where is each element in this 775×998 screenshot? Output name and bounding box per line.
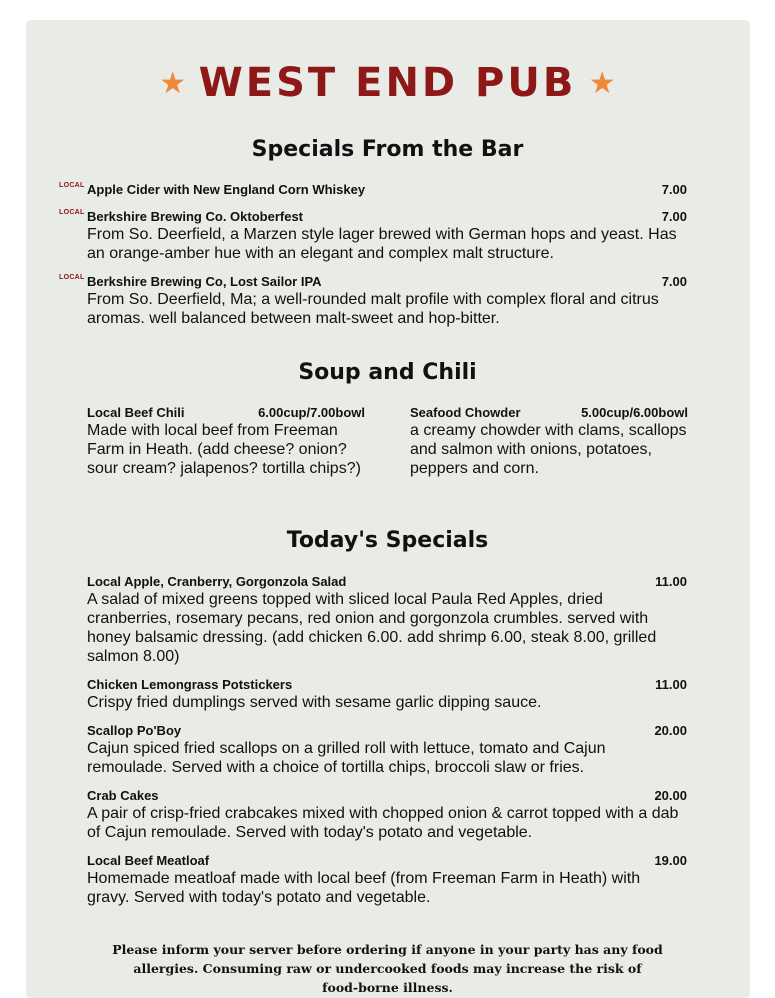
allergy-notice-line: allergies. Consuming raw or undercooked foods may increase the risk of (133, 961, 642, 976)
allergy-notice-line: food-borne illness. (322, 980, 453, 995)
menu-item (87, 852, 687, 907)
item-name: Chicken Lemongrass Potstickers (87, 677, 293, 692)
item-description: Cajun spiced fried scallops on a grilled roll with lettuce, tomato and Cajun remoulade. Served with a choice of tortilla chips, broccoli slaw or fries. (87, 740, 606, 776)
menu-item (59, 208, 687, 263)
item-price: 7.00 (661, 182, 687, 197)
allergy-notice-line: Please inform your server before ordering if anyone in your party has any food (112, 942, 663, 957)
section-title-soup: Soup and Chili (298, 360, 477, 385)
item-price: 7.00 (661, 209, 687, 224)
item-name: Scallop Po'Boy (87, 723, 182, 738)
menu-item (87, 404, 365, 478)
item-name: Berkshire Brewing Co, Lost Sailor IPA (87, 274, 322, 289)
menu-paper (28, 22, 748, 996)
item-description: a creamy chowder with clams, scallops and salmon with onions, potatoes, peppers and corn. (410, 422, 687, 477)
item-description: Made with local beef from Freeman Farm in Heath. (add cheese? onion? sour cream? jalapenos? tortilla chips?) (87, 422, 361, 477)
local-badge: LOCAL (59, 182, 85, 189)
menu-item (87, 676, 687, 712)
item-description: From So. Deerfield, a Marzen style lager brewed with German hops and yeast. Has an orange-amber hue with an elegant and complex malt structure. (87, 226, 677, 262)
pub-title: WEST END PUB (198, 60, 577, 106)
menu-item (87, 787, 687, 842)
item-price: 20.00 (654, 788, 687, 803)
star-left-icon: ★ (159, 66, 187, 100)
section-title-bar: Specials From the Bar (251, 137, 524, 162)
item-name: Local Apple, Cranberry, Gorgonzola Salad (87, 574, 347, 589)
menu-header (0, 60, 775, 106)
menu-item (87, 573, 687, 666)
item-price: 7.00 (661, 274, 687, 289)
item-description: A pair of crisp-fried crabcakes mixed with chopped onion & carrot topped with a dab of Cajun remoulade. Served with today's potato and vegetable. (87, 805, 679, 841)
item-name: Berkshire Brewing Co. Oktoberfest (87, 209, 303, 224)
star-right-icon: ★ (588, 66, 616, 100)
item-price: 11.00 (655, 574, 687, 589)
section-title-specials: Today's Specials (286, 528, 489, 553)
item-name: Seafood Chowder (410, 405, 521, 420)
item-name: Apple Cider with New England Corn Whiskey (87, 182, 366, 197)
item-name: Local Beef Meatloaf (87, 853, 210, 868)
allergy-notice (0, 940, 775, 997)
menu-item (87, 722, 687, 777)
item-description: Homemade meatloaf made with local beef (from Freeman Farm in Heath) with gravy. Served with today's potato and vegetable. (87, 870, 641, 906)
item-description: From So. Deerfield, Ma; a well-rounded malt profile with complex floral and citrus aromas. well balanced between malt-sweet and hop-bitter. (87, 291, 659, 327)
item-description: A salad of mixed greens topped with sliced local Paula Red Apples, dried cranberries, rosemary pecans, red onion and gorgonzola crumbles. served with honey balsamic dressing. (add chicken 6.00. add shrimp 6.00, steak 8.00, grilled salmon 8.00) (87, 591, 657, 665)
item-name: Local Beef Chili (87, 405, 185, 420)
item-description: Crispy fried dumplings served with sesame garlic dipping sauce. (87, 694, 542, 711)
menu-item (59, 181, 687, 198)
item-price: 20.00 (654, 723, 687, 738)
menu-item (59, 273, 687, 328)
local-badge: LOCAL (59, 209, 85, 216)
item-price: 5.00cup/6.00bowl (581, 405, 688, 420)
menu-item (410, 404, 688, 478)
item-price: 19.00 (654, 853, 687, 868)
item-price: 11.00 (655, 677, 687, 692)
item-name: Crab Cakes (87, 788, 159, 803)
local-badge: LOCAL (59, 274, 85, 281)
item-price: 6.00cup/7.00bowl (258, 405, 365, 420)
